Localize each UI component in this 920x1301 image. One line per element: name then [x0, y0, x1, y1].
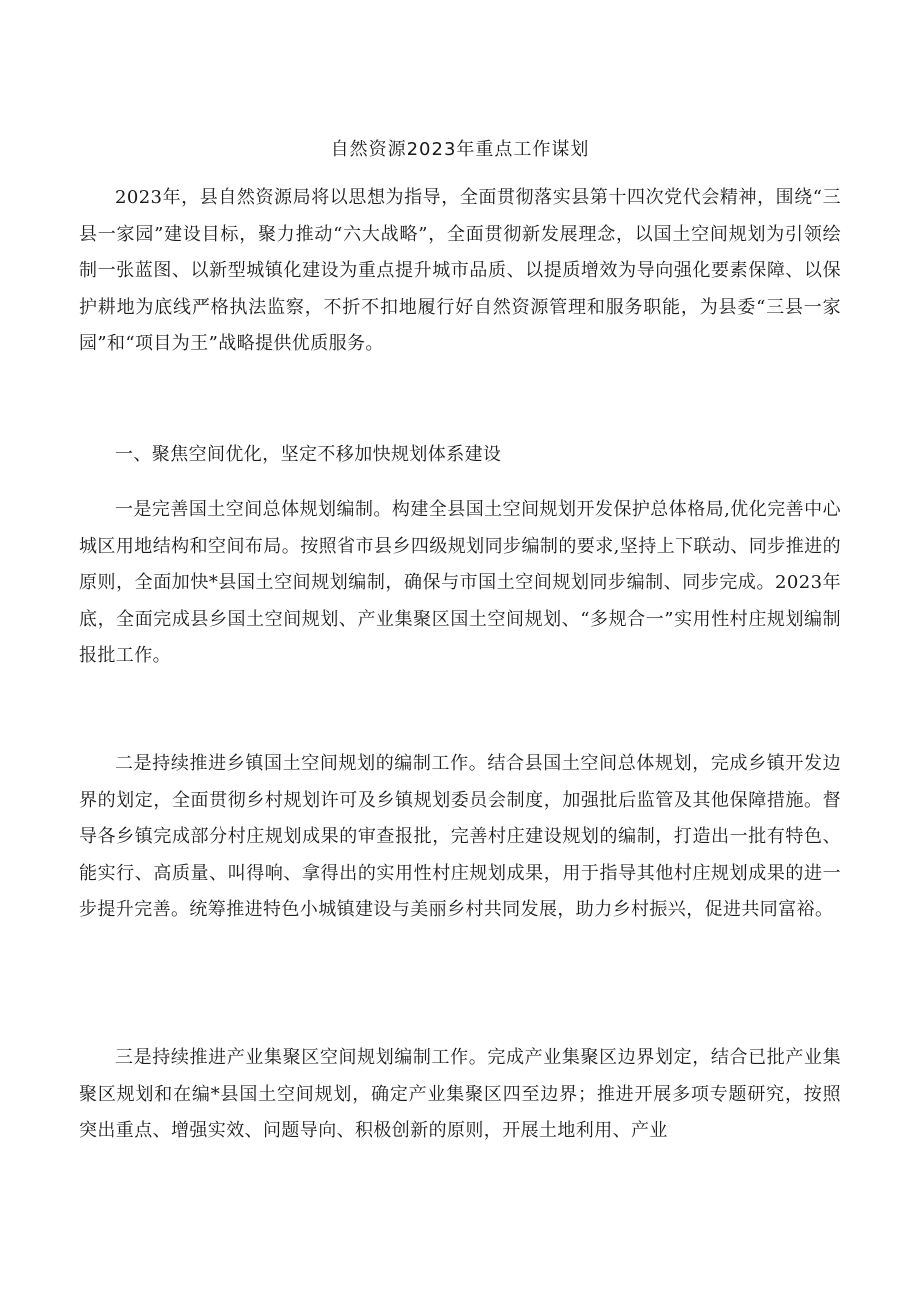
paragraph-text: 三是持续推进产业集聚区空间规划编制工作。完成产业集聚区边界划定，结合已批产业集聚区规划和在编*县国土空间规划，确定产业集聚区四至边界；推进开展多项专题研究，按照突出重点、增强实效、问题导向、积极创新的原则，开展土地利用、产业 [79, 1047, 841, 1142]
paragraph-intro [79, 180, 841, 363]
paragraph-text: 二是持续推进乡镇国土空间规划的编制工作。结合县国土空间总体规划，完成乡镇开发边界的划定，全面贯彻乡村规划许可及乡镇规划委员会制度，加强批后监管及其他保障措施。督导各乡镇完成部分村庄规划成果的审查报批，完善村庄建设规划的编制，打造出一批有特色、能实行、高质量、叫得响、拿得出的实用性村庄规划成果，用于指导其他村庄规划成果的进一步提升完善。统筹推进特色小城镇建设与美丽乡村共同发展，助力乡村振兴，促进共同富裕。 [79, 753, 841, 921]
paragraph-item-1 [79, 492, 841, 675]
paragraph-item-2 [79, 746, 841, 929]
section-heading-1 [79, 437, 841, 474]
section-heading-text: 一、聚焦空间优化，坚定不移加快规划体系建设 [115, 444, 502, 465]
paragraph-text: 2023年，县自然资源局将以思想为指导，全面贯彻落实县第十四次党代会精神，围绕“三县一家园”建设目标，聚力推动“六大战略”，全面贯彻新发展理念，以国土空间规划为引领绘制一张蓝图、以新型城镇化建设为重点提升城市品质、以提质增效为导向强化要素保障、以保护耕地为底线严格执法监察，不折不扣地履行好自然资源管理和服务职能，为县委“三县一家园”和“项目为王”战略提供优质服务。 [79, 187, 841, 355]
paragraph-text: 一是完善国土空间总体规划编制。构建全县国土空间规划开发保护总体格局,优化完善中心城区用地结构和空间布局。按照省市县乡四级规划同步编制的要求,坚持上下联动、同步推进的原则，全面加快*县国土空间规划编制，确保与市国土空间规划同步编制、同步完成。2023年底，全面完成县乡国土空间规划、产业集聚区国土空间规划、“多规合一”实用性村庄规划编制报批工作。 [79, 499, 841, 667]
paragraph-item-3 [79, 1040, 841, 1150]
document-title: 自然资源2023年重点工作谋划 [330, 139, 590, 160]
